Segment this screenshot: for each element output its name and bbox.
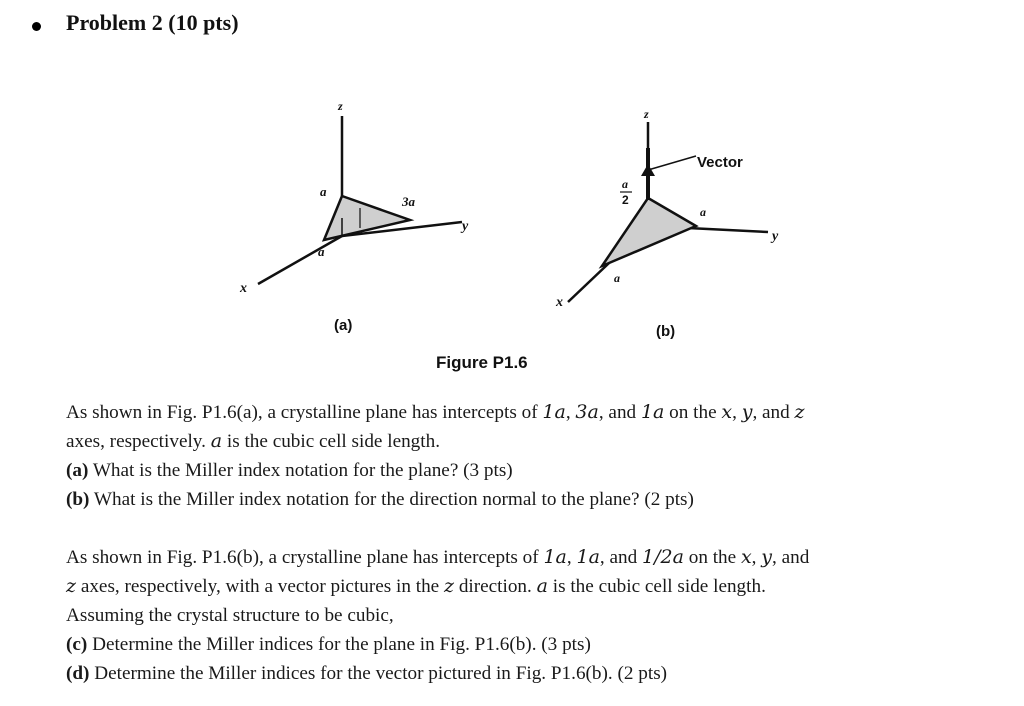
axis-x-label-b: x (556, 295, 563, 310)
axis-x-label-a: x (240, 281, 247, 296)
intercept-z-b-denominator: 2 (622, 193, 629, 207)
intercept-y-a: 3a (402, 194, 415, 209)
intercept-z-a: a (320, 184, 327, 199)
paragraph-part-b (66, 543, 996, 688)
plane-b (602, 198, 696, 266)
axis-z-label-a: z (338, 99, 343, 113)
question-a: (a) What is the Miller index notation for the plane? (3 pts) (66, 460, 513, 481)
para2-line2: z axes, respectively, with a vector pictures in the z direction. a is the cubic cell side length. (66, 575, 766, 597)
question-b: (b) What is the Miller index notation for the direction normal to the plane? (2 pts) (66, 489, 694, 510)
question-d: (d) Determine the Miller indices for the vector pictured in Fig. P1.6(b). (2 pts) (66, 663, 668, 684)
para2-line1: As shown in Fig. P1.6(b), a crystalline plane has intercepts of 1a, 1a, and 1/2a on the x, y, and (66, 546, 810, 568)
intercept-x-a: a (318, 244, 325, 259)
axis-z-label-b: z (644, 107, 649, 121)
vector-label: Vector (697, 154, 743, 171)
figure-a-label: (a) (334, 317, 353, 334)
para2-line3: Assuming the crystal structure to be cubic, (66, 605, 394, 626)
intercept-x-b: a (614, 271, 620, 285)
intercept-z-b-numerator: a (622, 177, 628, 191)
para1-line1: As shown in Fig. P1.6(a), a crystalline plane has intercepts of 1a, 3a, and 1a on the x, y, and z (66, 401, 805, 423)
problem-title: Problem 2 (10 pts) (66, 10, 239, 35)
figure-b (555, 107, 779, 340)
para1-line2: axes, respectively. a is the cubic cell side length. (66, 430, 440, 452)
question-c: (c) Determine the Miller indices for the plane in Fig. P1.6(b). (3 pts) (66, 634, 591, 655)
axis-y-label-b: y (772, 229, 779, 244)
figure-a (239, 99, 469, 334)
figure-p1-6 (200, 80, 800, 380)
vector-leader-line (648, 156, 696, 170)
intercept-y-b: a (700, 205, 706, 219)
figure-b-label: (b) (656, 323, 676, 340)
axis-y-label-a: y (462, 219, 469, 234)
paragraph-part-a (66, 398, 996, 514)
bullet-icon (32, 22, 41, 31)
figure-drawing (200, 80, 800, 380)
figure-caption: Figure P1.6 (436, 353, 528, 372)
